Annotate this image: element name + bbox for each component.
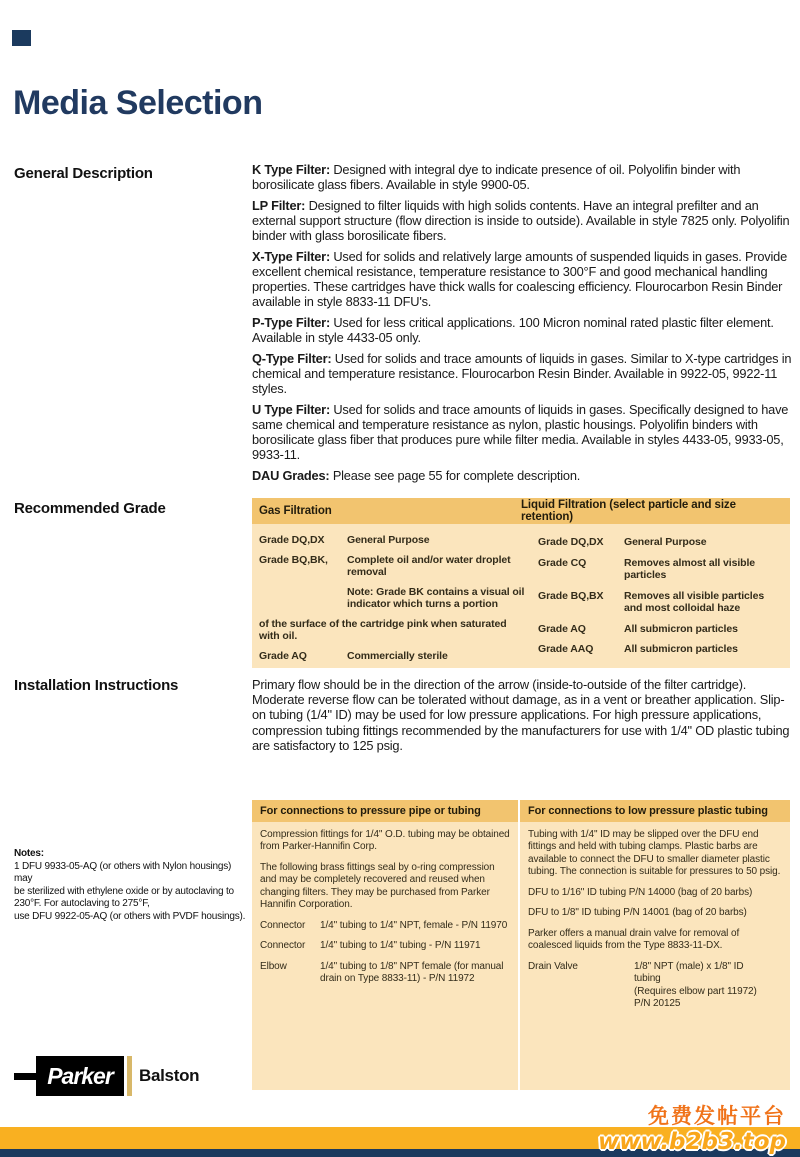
fitting-row (260, 961, 510, 986)
plastic-paragraph: Parker offers a manual drain valve for removal of coalesced liquids from the Type 8833-11-DX. (528, 927, 740, 951)
drain-desc-line: tubing (634, 973, 661, 984)
grade-cell: Grade AQ (538, 622, 586, 635)
pressure-connections-box (252, 800, 518, 1090)
notes-line: 1 DFU 9933-05-AQ (or others with Nylon housings) may (14, 860, 232, 885)
filter-text: Please see page 55 for complete description. (332, 468, 581, 483)
filter-description-lp (252, 198, 792, 243)
filter-term: Q-Type Filter: (252, 351, 332, 366)
fitting-desc: 1/4" tubing to 1/8" NPT female (for manual drain on Type 8833-11) - P/N 11972 (320, 960, 504, 984)
grade-cell: Grade BQ,BX (538, 589, 604, 602)
plastic-box-header: For connections to low pressure plastic tubing (520, 800, 790, 822)
gas-filtration-header: Gas Filtration (259, 505, 332, 517)
fitting-label: Connector (260, 940, 306, 951)
watermark (598, 1100, 786, 1155)
fitting-desc: 1/4" tubing to 1/4" tubing - P/N 11971 (320, 940, 481, 951)
pressure-box-body (252, 822, 518, 986)
filter-term: P-Type Filter: (252, 315, 331, 330)
notes-line: use DFU 9922-05-AQ (or others with PVDF housings). (14, 910, 246, 922)
filter-term: U Type Filter: (252, 402, 331, 417)
watermark-text: 免费发帖平台 (648, 1104, 786, 1128)
fitting-row (260, 920, 510, 933)
liquid-filtration-header: Liquid Filtration (select particle and size retention) (521, 499, 736, 523)
grade-cell: Grade BQ,BK, (259, 553, 328, 566)
general-description-column (252, 162, 792, 498)
parker-balston-logo (14, 1056, 199, 1096)
filter-text: Used for solids and trace amounts of liquids in gases. Specifically designed to have same chemical and temperature resistance as nylon, plastic housings. Polyolifin binders with borosilicate glass fiber that produces pure while filter media. Available in styles 4433-05, 9933-05, 9933-11. (252, 402, 789, 462)
notes-line: be sterilized with ethylene oxide or by autoclaving to (14, 885, 234, 897)
page-title: Media Selection (13, 84, 263, 122)
grade-desc-cell: All submicron particles (624, 622, 738, 635)
page-corner-tab (12, 30, 31, 46)
filter-text: Designed with integral dye to indicate presence of oil. Polyolifin binder with borosilicate glass fibers. Available in style 9900-05. (252, 162, 741, 192)
notes-block (14, 848, 250, 924)
notes-label: Notes: (14, 848, 44, 859)
grade-desc-cell: All submicron particles (624, 643, 738, 655)
barb-line: DFU to 1/8" ID tubing P/N 14001 (bag of 20 barbs) (528, 907, 747, 918)
filter-description-p (252, 315, 792, 345)
filter-description-k (252, 162, 792, 192)
fitting-label: Connector (260, 919, 306, 931)
grade-table-header-row (252, 498, 790, 524)
barb-line: DFU to 1/16" ID tubing P/N 14000 (bag of 20 barbs) (528, 886, 753, 898)
pressure-paragraph: The following brass fittings seal by o-ring compression and may be completely recovered and reused when changing filters. They may be purchased from Parker Hannifin Corporation. (260, 861, 495, 910)
grade-cell: Grade CQ (538, 556, 587, 569)
drain-desc-line: 1/8" NPT (male) x 1/8" ID (634, 960, 744, 972)
grade-desc-cell: General Purpose (624, 536, 707, 548)
notes-line: 230°F. For autoclaving to 275°F, (14, 898, 150, 910)
drain-desc-line: (Requires elbow part 11972) (634, 985, 757, 997)
filter-text: Used for solids and trace amounts of liquids in gases. Similar to X-type cartridges in chemical and temperature resistance. Flourocarbon Resin Binder. Available in 9922-05, 9922-11 styles. (252, 351, 792, 396)
filter-term: LP Filter: (252, 198, 306, 213)
recommended-grade-table (252, 498, 790, 668)
fitting-label: Elbow (260, 960, 287, 972)
filter-text: Used for less critical applications. 100 Micron nominal rated plastic filter element. Available in style 4433-05 only. (252, 315, 774, 345)
filter-description-dau (252, 468, 792, 483)
plastic-box-body (520, 822, 790, 1011)
filter-term: DAU Grades: (252, 468, 330, 483)
filter-term: X-Type Filter: (252, 249, 331, 264)
grade-desc-cell: Removes all visible particles and most colloidal haze (624, 589, 765, 614)
filter-text: Used for solids and relatively large amounts of suspended liquids in gases. Provide excellent chemical resistance, temperature resistance to 300°F and good mechanical handling properties. These cartridges have thick walls for coalescing efficiency. Flourocarbon Resin Binder available in style 8833-11 DFU's. (252, 249, 787, 309)
grade-cell: Grade AAQ (538, 643, 594, 655)
gas-filtration-grid (259, 534, 527, 662)
grade-note-cell: Note: Grade BK contains a visual oil indicator which turns a portion (347, 585, 525, 610)
balston-logo-text: Balston (139, 1066, 200, 1085)
drain-valve-row (528, 961, 782, 1011)
watermark-url: www.b2b3.top (598, 1129, 786, 1155)
grade-note-overflow: of the surface of the cartridge pink when saturated with oil. (259, 617, 507, 642)
grade-cell: Grade DQ,DX (538, 536, 604, 548)
filter-description-q (252, 351, 792, 396)
grade-desc-cell: Removes almost all visible particles (624, 556, 756, 581)
pressure-paragraph: Compression fittings for 1/4" O.D. tubing may be obtained from Parker-Hannifin Corp. (260, 828, 510, 852)
grade-cell: Grade DQ,DX (259, 534, 325, 546)
section-label-general-description: General Description (14, 165, 153, 182)
fitting-desc: 1/4" tubing to 1/4" NPT, female - P/N 11970 (320, 919, 508, 931)
section-label-installation-instructions: Installation Instructions (14, 677, 179, 694)
grade-desc-cell: Complete oil and/or water droplet removal (347, 553, 511, 578)
parker-logo-wordmark: Parker (36, 1056, 124, 1096)
plastic-paragraph: Tubing with 1/4" ID may be slipped over the DFU end fittings and held with tubing clamps. Plastic barbs are available to connect the DFU to smaller diameter plastic tubing. The connection is suitable for pressures to 50 psig. (528, 828, 781, 877)
installation-instructions-text: Primary flow should be in the direction of the arrow (inside-to-outside of the filter cartridge). Moderate reverse flow can be tolerated without damage, as in a vent or breather application. Slip-on tubing (1/4" ID) may be used for low pressure applications. For high pressure applications, compression tubing fittings recommended by the manufacturers for use with 1/4" OD plastic tubing are satisfactory to 125 psig. (252, 677, 790, 753)
drain-desc-line: P/N 20125 (634, 998, 681, 1009)
grade-desc-cell: General Purpose (347, 534, 430, 546)
grade-cell (259, 586, 343, 611)
logo-crossbar (14, 1073, 36, 1080)
section-label-recommended-grade: Recommended Grade (14, 500, 166, 517)
plastic-tubing-connections-box (520, 800, 790, 1090)
fitting-row (260, 940, 510, 953)
filter-description-u (252, 402, 792, 462)
grade-desc-cell: Commercially sterile (347, 649, 448, 662)
drain-valve-desc (634, 961, 757, 1011)
filter-description-x (252, 249, 792, 309)
liquid-filtration-grid (538, 536, 784, 656)
grade-cell: Grade AQ (259, 649, 307, 662)
filter-term: K Type Filter: (252, 162, 331, 177)
pressure-box-header: For connections to pressure pipe or tubing (252, 800, 518, 822)
filter-text: Designed to filter liquids with high solids contents. Have an integral prefilter and an external support structure (flow direction is inside to outside). Available in style 7825 only. Polyolifin binder with glass borosilicate fibers. (252, 198, 790, 243)
drain-valve-label: Drain Valve (528, 960, 578, 972)
grade-table-body (252, 524, 790, 668)
